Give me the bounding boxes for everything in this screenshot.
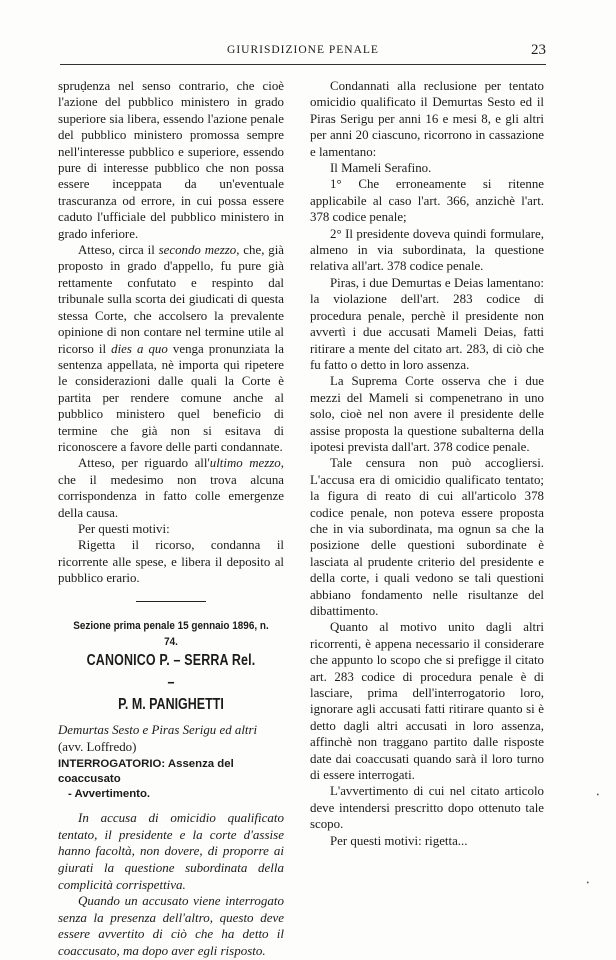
running-title: GIURISDIZIONE PENALE [227,44,379,56]
right-column [310,78,544,849]
text-run: venga pronunziata la sentenza appellata, nè importa qui ripetere le considerazioni dalle quali la Corte è partita per rendere comune anche al pubblico ministero quel beneficio di termine che già non si esitava di riconoscere a favore delle parti condannate. [58,341,284,454]
public-minister-line: P. M. PANIGHETTI [118,696,224,714]
section-line: Sezione prima penale 15 gennaio 1896, n. 74. [73,619,269,648]
paragraph: Tale censura non può accogliersi. L'accusa era di omicidio qualificato tentato; la figura di reato di cui all'articolo 378 codice penale, non poteva essere proposta che in via subordinata, ma ognun sa che la posizione delle questioni subordinate è lasciata al prudente criterio del presidente e della corte, i quali vedono se tali questioni abbiano fondamento nelle risultanze del dibattimento. [310,456,544,618]
paragraph [58,242,284,455]
paragraph: 1° Che erroneamente si ritenne applicabile al caso l'art. 366, anzichè l'art. 378 codice penale; [310,177,544,225]
page-number: 23 [531,42,546,58]
topic-heading [58,757,284,802]
margin-speck: • [596,792,600,799]
case-title: Demurtas Sesto e Piras Serigu ed altri [58,723,258,738]
text-run: , che, già proposto in grado d'appello, fu pure già rettamente confutato e respinto dal tribunale sulla scorta dei giudicati di questa stessa Corte, che accolsero la prevalente opinione di non contare nel termine utile al ricorso il [58,243,285,356]
emphasis: secondo mezzo [158,243,237,258]
topic-heading-main: INTERROGATORIO: Assenza del coaccusato [58,758,234,786]
running-head [60,44,546,60]
margin-speck: • [586,880,590,887]
paragraph [58,455,284,521]
paragraph: 2° Il presidente doveva quindi formulare, almeno in via subordinata, la questione relativa all'art. 378 codice penale. [310,226,544,274]
paragraph: Per questi motivi: [78,521,170,536]
paragraph: L'avvertimento di cui nel citato articolo deve intendersi prescritto dopo ottenuto tale scopo. [310,784,544,832]
case-lawyer: (avv. Loffredo) [58,739,137,754]
case-name [58,722,284,755]
summary [58,810,284,959]
paragraph: Per questi motivi: rigetta... [330,833,468,848]
paragraph: Condannati alla reclusione per tentato omicidio qualificato il Demurtas Sesto ed il Piras Serigu per anni 16 e mesi 8, e gli altri per anni 20 ciascuno, ricorrono in cassazione e lamentano: [310,79,544,159]
section-separator [136,601,206,602]
header-rule [60,64,546,65]
parties-line: CANONICO P. – SERRA Rel. – [86,652,256,692]
paragraph: La Suprema Corte osserva che i due mezzi del Mameli si compenetrano in uno solo, cioè nel non avere il presidente delle assise proposta la questione subalterna della ipotesi prevista dall'art. 378 codice penale. [310,374,544,454]
emphasis: ultimo mezzo [209,456,281,471]
left-column [58,78,284,960]
summary-paragraph: Quando un accusato viene interrogato senza la presenza dell'altro, questo deve essere avvertito di ciò che ha detto il coaccusato, ma dopo aver egli risposto. [58,893,284,958]
emphasis: dies a quo [111,341,168,356]
text-run: Atteso, circa il [78,243,159,258]
paragraph: Il Mameli Serafino. [330,161,432,176]
paragraph: Piras, i due Demurtas e Deias lamentano: la violazione dell'art. 283 codice di procedura penale, perchè il presidente non avvertì i due accusati Mameli Deias, fatti ritirare a mente del citato art. 283, di ciò che fu fatto o detto in loro assenza. [310,275,544,372]
text-run: , che il medesimo non trova alcuna corrispondenza in fatto colle emergenze della causa. [58,456,284,520]
text-run: Atteso, per riguardo all' [78,456,210,471]
paragraph: Rigetta il ricorso, condanna il ricorrente alle spese, e libera il deposito al pubblico erario. [58,538,284,586]
summary-paragraph: In accusa di omicidio qualificato tentato, il presidente e la corte d'assise hanno facoltà, non dovere, di proporre ai giurati la questione subordinata della complicità corrispettiva. [58,810,284,892]
paragraph: spruḍenza nel senso contrario, che cioè l'azione del pubblico ministero in grado superiore sia libera, essendo l'azione penale del pubblico ministero promossa sempre nell'interesse pubblico e superiore, essendo pure di interesse pubblico che non possa essere inceppata da un'eventuale trascuranza od errore, in cui possa essere caduto l'ufficiale del pubblico ministero in grado inferiore. [58,79,284,241]
topic-heading-sub: - Avvertimento. [68,788,151,801]
paragraph: Quanto al motivo unito dagli altri ricorrenti, è appena necessario il considerare che appunto lo scopo che si prefigge il citato art. 283 codice di procedura penale è di lasciare, prima dell'interrogatorio loro, ignorare agli accusati fatti ritirare quanto si è detto dagli altri accusati in loro assenza, affinchè non traggano partito dalle risposte date dai coaccusati quando sarà il loro turno di essere interrogati. [310,620,544,783]
